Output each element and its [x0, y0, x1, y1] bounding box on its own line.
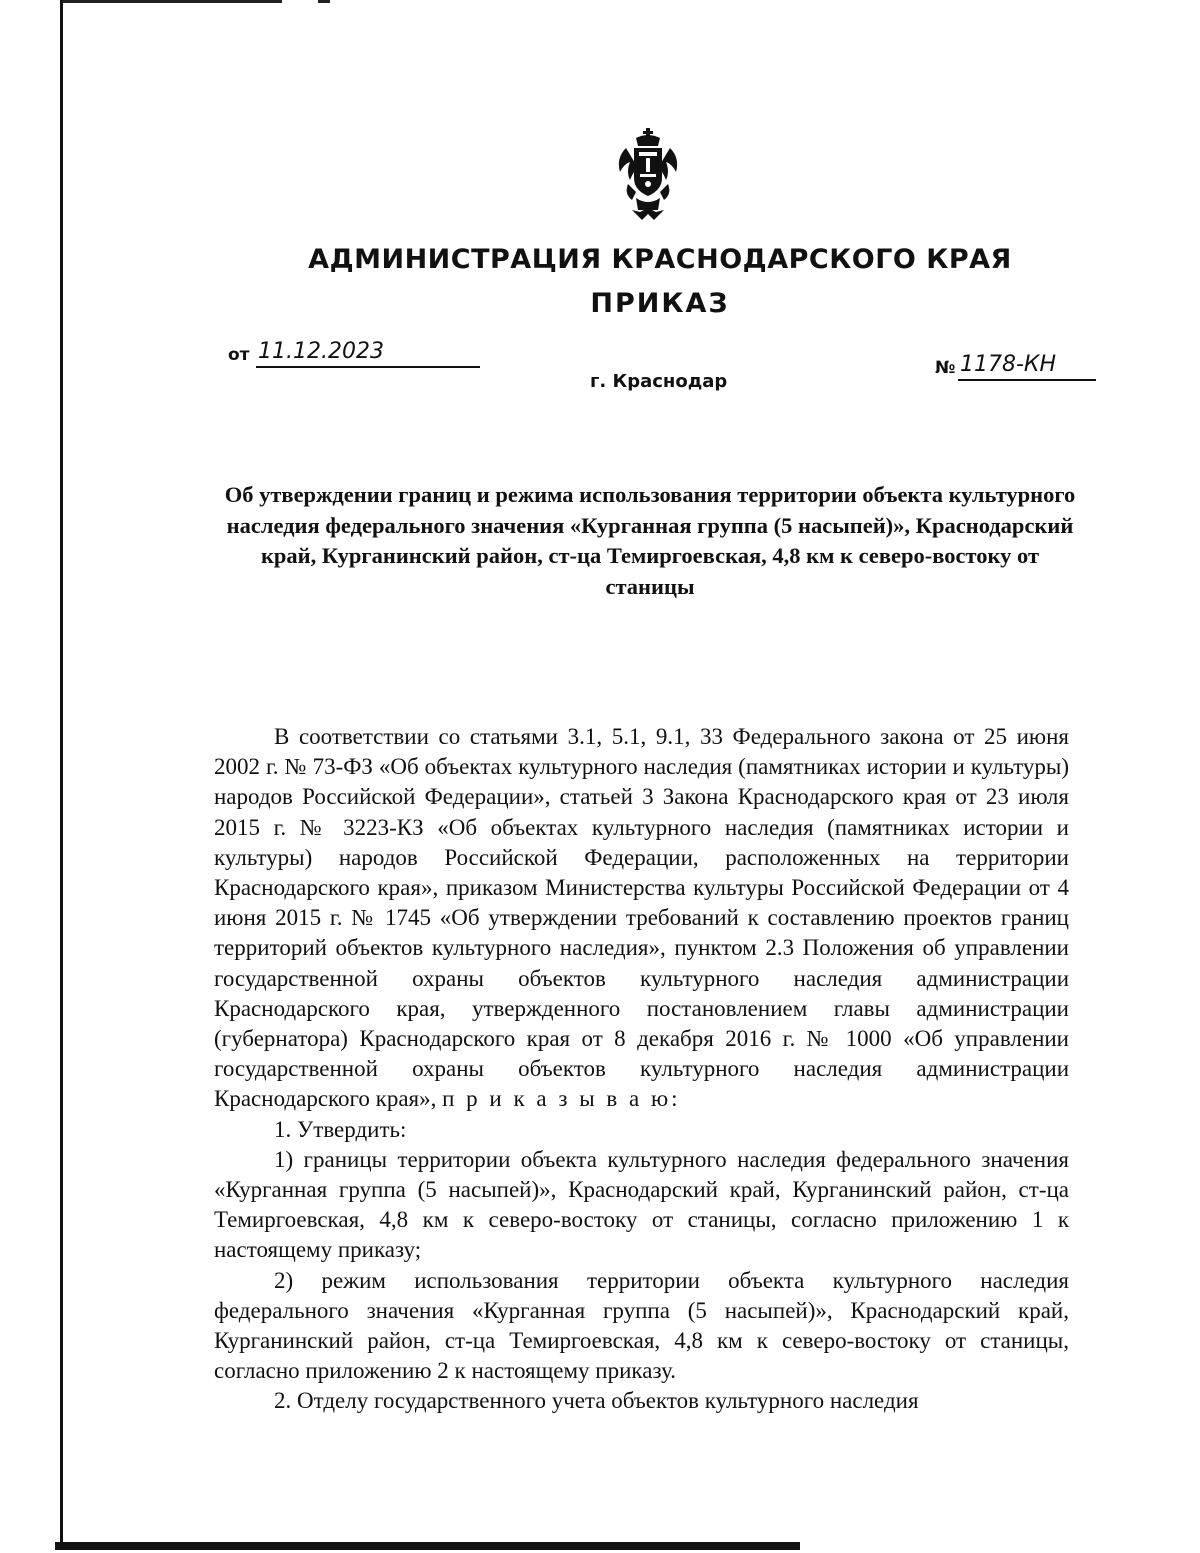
document-subject: Об утверждении границ и режима использования территории объекта культурного наследия федерального значения «Курганная группа (5 насыпей)», Краснодарский край, Курганинский район, ст-ца Темиргоевская, 4,8 км к северо-востоку от станицы [224, 482, 1076, 599]
document-date: 11.12.2023 [256, 338, 480, 368]
scan-border-bottom [55, 1542, 800, 1550]
agency-title: АДМИНИСТРАЦИЯ КРАСНОДАРСКОГО КРАЯ [308, 244, 1012, 275]
scan-border-top-mark [318, 0, 330, 3]
document-city: г. Краснодар [590, 371, 728, 392]
preamble-text: В соответствии со статьями 3.1, 5.1, 9.1, 33 Федерального закона от 25 июня 2002 г. № 73-ФЗ «Об объектах культурного наследия (памятниках истории и культуры) народов Российской Федерации», статьей 3 Закона Краснодарского края от 23 июля 2015 г. № 3223-КЗ «Об объектах культурного наследия (памятниках истории и культуры) народов Российской Федерации, расположенных на территории Краснодарского края», приказом Министерства культуры Российской Федерации от 4 июня 2015 г. № 1745 «Об утверждении требований к составлению проектов границ территорий объектов культурного наследия», пунктом 2.3 Положения об управлении государственной охраны объектов культурного наследия администрации Краснодарского края, утвержденного постановлением главы администрации (губернатора) Краснодарского края от 8 декабря 2016 г. № 1000 «Об управлении государственной охраны объектов культурного наследия администрации Краснодарского края», [214, 724, 1069, 1112]
document-number: 1178-КН [958, 351, 1096, 381]
number-prefix: № [935, 358, 956, 378]
item-1-1: 1) границы территории объекта культурного наследия федерального значения «Курганная группа (5 насыпей)», Краснодарский край, Курганинский район, ст-ца Темиргоевская, 4,8 км к северо-востоку от станицы, согласно приложению 1 к настоящему приказу; [214, 1146, 1069, 1263]
scan-border-top [62, 0, 282, 3]
scan-border-left [60, 0, 63, 1548]
document-body [214, 722, 1069, 1417]
date-prefix: от [228, 345, 250, 365]
preamble-paragraph [214, 722, 1069, 1115]
item-1: 1. Утвердить: [274, 1116, 407, 1142]
item-2: 2. Отделу государственного учета объектов культурного наследия [274, 1388, 919, 1414]
document-type: ПРИКАЗ [590, 288, 730, 319]
item-1-2: 2) режим использования территории объекта культурного наследия федерального значения «Курганная группа (5 насыпей)», Краснодарский край, Курганинский район, ст-ца Темиргоевская, 4,8 км к северо-востоку от станицы, согласно приложению 2 к настоящему приказу. [214, 1267, 1069, 1384]
order-word: п р и к а з ы в а ю: [442, 1086, 681, 1112]
coat-of-arms-icon [612, 128, 684, 220]
